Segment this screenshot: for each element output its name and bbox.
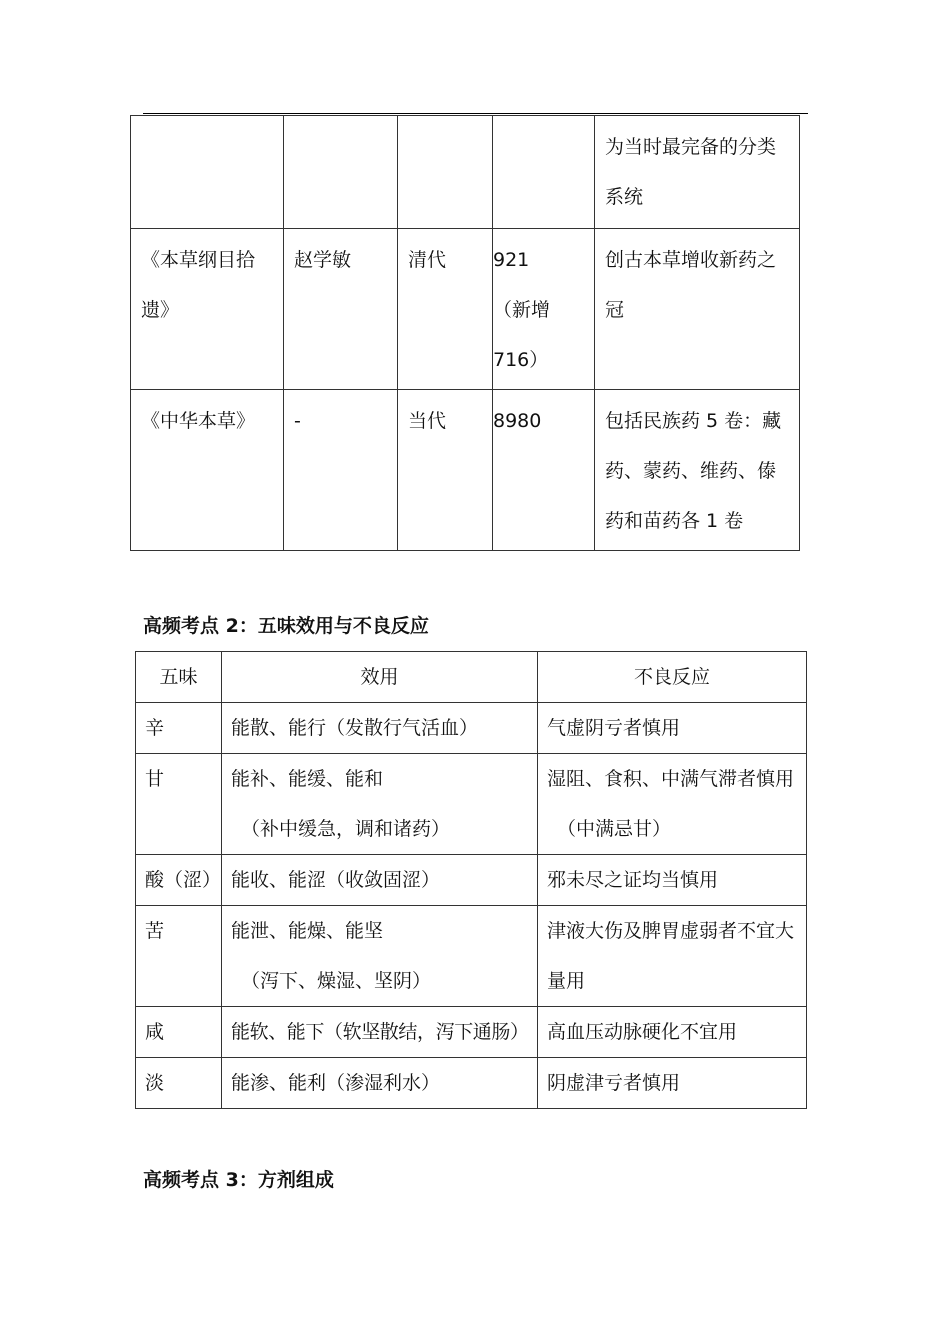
herbal-classics-table (130, 115, 800, 551)
taste-cell: 辛 (136, 703, 222, 754)
effect-cell: 能散、能行（发散行气活血） (222, 703, 538, 754)
table-row (136, 703, 807, 754)
author-cell: - (284, 390, 398, 551)
adverse-cell: 阴虚津亏者慎用 (538, 1058, 807, 1109)
taste-cell: 甘 (136, 754, 222, 855)
section-heading-five-tastes: 高频考点 2：五味效用与不良反应 (143, 615, 429, 637)
note-cell: 为当时最完备的分类 系统 (595, 116, 800, 229)
header-adverse: 不良反应 (538, 652, 807, 703)
era-cell: 当代 (398, 390, 493, 551)
adverse-cell: 高血压动脉硬化不宜用 (538, 1007, 807, 1058)
adverse-cell: 湿阻、食积、中满气滞者慎用 （中满忌甘） (538, 754, 807, 855)
era-cell: 清代 (398, 229, 493, 390)
table-row (131, 229, 800, 390)
taste-cell: 淡 (136, 1058, 222, 1109)
taste-cell: 酸（涩） (136, 855, 222, 906)
section-heading-formula: 高频考点 3：方剂组成 (143, 1169, 334, 1191)
header-effect: 效用 (222, 652, 538, 703)
table-row (136, 855, 807, 906)
table-header-row (136, 652, 807, 703)
top-rule (143, 113, 808, 114)
five-tastes-table (135, 651, 807, 1109)
book-name-cell (131, 116, 284, 229)
era-cell (398, 116, 493, 229)
table-row (136, 754, 807, 855)
effect-cell: 能泄、能燥、能坚 （泻下、燥湿、坚阴） (222, 906, 538, 1007)
note-cell: 包括民族药 5 卷：藏 药、蒙药、维药、傣 药和苗药各 1 卷 (595, 390, 800, 551)
count-cell (493, 116, 595, 229)
adverse-cell: 邪未尽之证均当慎用 (538, 855, 807, 906)
table-row (136, 1007, 807, 1058)
table-row (136, 906, 807, 1007)
note-cell: 创古本草增收新药之 冠 (595, 229, 800, 390)
author-cell (284, 116, 398, 229)
author-cell: 赵学敏 (284, 229, 398, 390)
count-cell: 8980 (493, 390, 595, 551)
taste-cell: 咸 (136, 1007, 222, 1058)
adverse-cell: 津液大伤及脾胃虚弱者不宜大 量用 (538, 906, 807, 1007)
taste-cell: 苦 (136, 906, 222, 1007)
effect-cell: 能收、能涩（收敛固涩） (222, 855, 538, 906)
table-row (131, 390, 800, 551)
effect-cell: 能补、能缓、能和 （补中缓急，调和诸药） (222, 754, 538, 855)
effect-cell: 能软、能下（软坚散结，泻下通肠） (222, 1007, 538, 1058)
book-name-cell: 《中华本草》 (131, 390, 284, 551)
table-row (131, 116, 800, 229)
adverse-cell: 气虚阴亏者慎用 (538, 703, 807, 754)
table-row (136, 1058, 807, 1109)
header-taste: 五味 (136, 652, 222, 703)
count-cell: 921 （新增 716） (493, 229, 595, 390)
book-name-cell: 《本草纲目拾 遗》 (131, 229, 284, 390)
effect-cell: 能渗、能利（渗湿利水） (222, 1058, 538, 1109)
